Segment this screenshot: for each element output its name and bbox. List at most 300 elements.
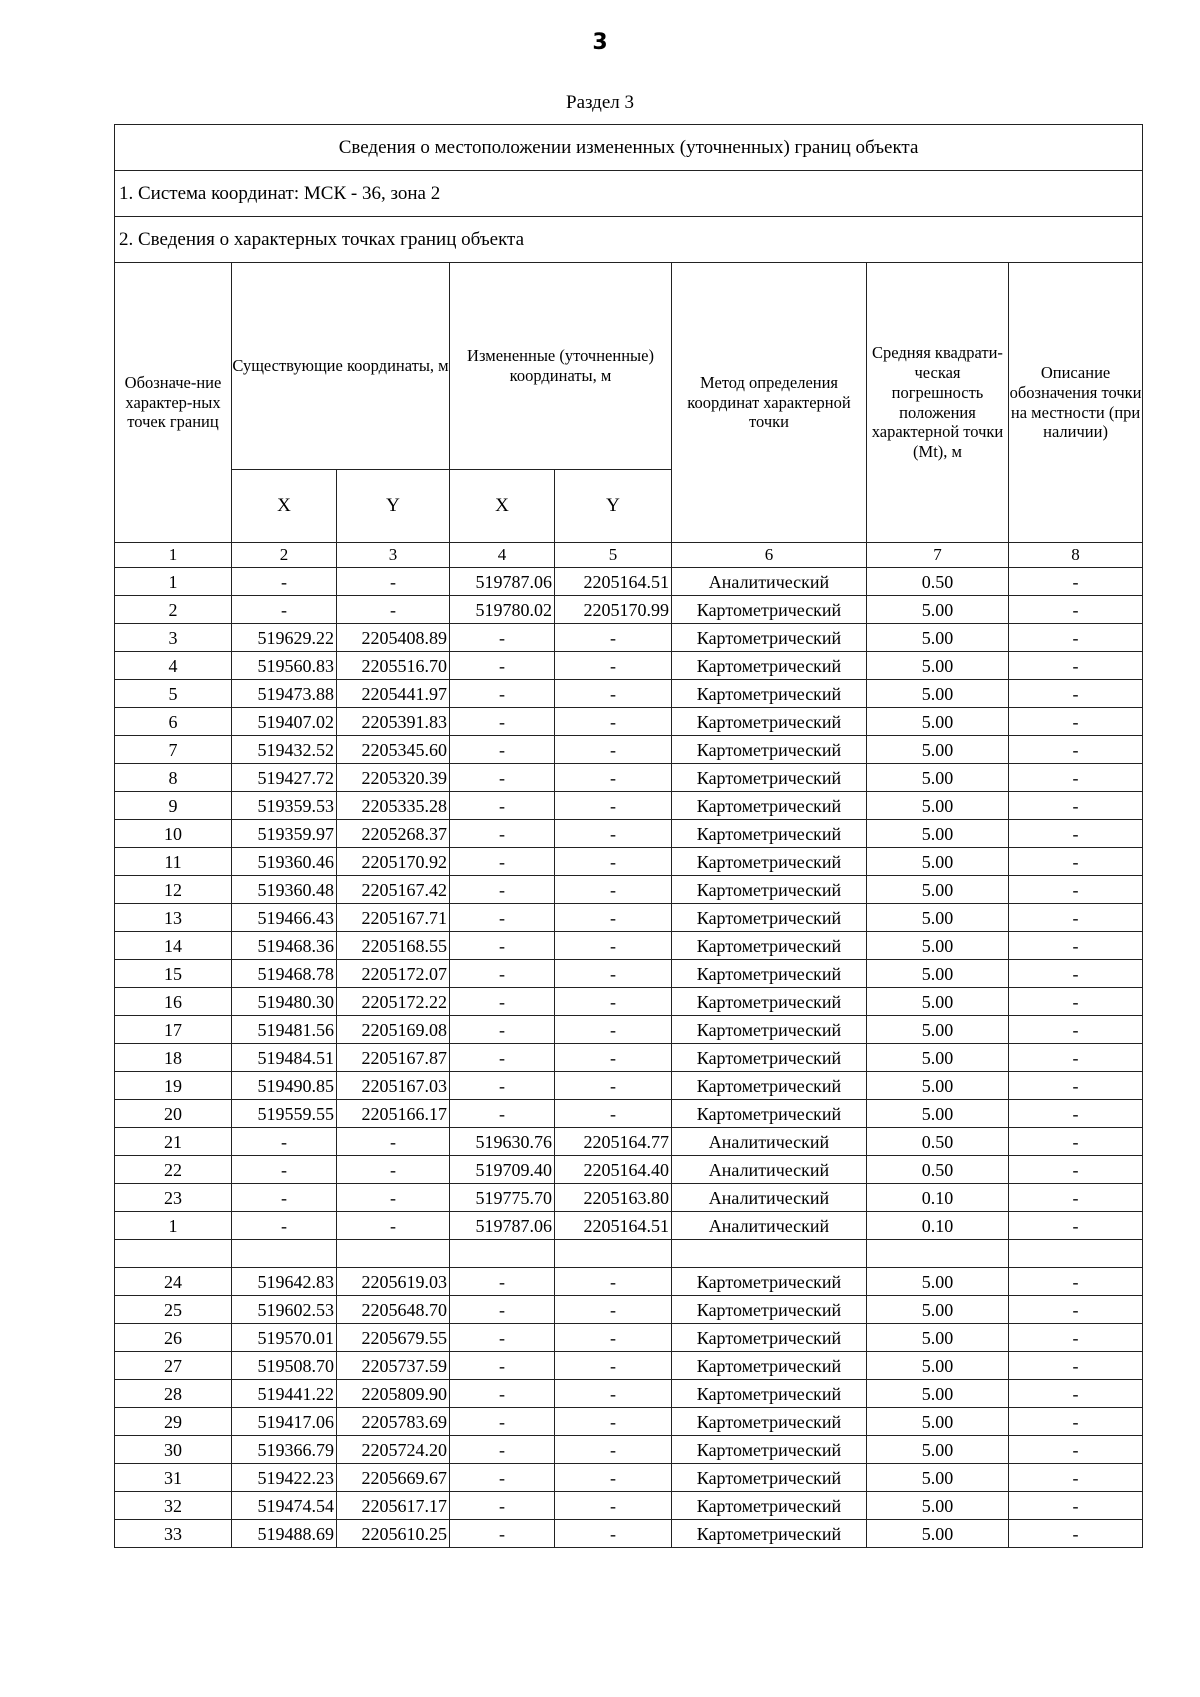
existing-y-cell: 2205167.03 bbox=[337, 1072, 450, 1100]
changed-y-cell: - bbox=[555, 1352, 672, 1380]
existing-y-cell: 2205268.37 bbox=[337, 820, 450, 848]
changed-x-cell: - bbox=[450, 1436, 555, 1464]
method-cell: Картометрический bbox=[672, 960, 867, 988]
header-existing-x: X bbox=[232, 470, 337, 543]
description-cell: - bbox=[1009, 1464, 1143, 1492]
description-cell: - bbox=[1009, 1492, 1143, 1520]
changed-x-cell: - bbox=[450, 820, 555, 848]
point-number-cell: 25 bbox=[115, 1296, 232, 1324]
changed-y-cell: - bbox=[555, 960, 672, 988]
description-cell: - bbox=[1009, 1044, 1143, 1072]
table-row bbox=[115, 988, 1143, 1016]
table-row bbox=[115, 1492, 1143, 1520]
header-designation: Обозначе-ние характер-ных точек границ bbox=[115, 263, 232, 543]
existing-x-cell: 519441.22 bbox=[232, 1380, 337, 1408]
description-cell: - bbox=[1009, 876, 1143, 904]
existing-x-cell: 519490.85 bbox=[232, 1072, 337, 1100]
point-number-cell: 20 bbox=[115, 1100, 232, 1128]
table-row bbox=[115, 652, 1143, 680]
description-cell: - bbox=[1009, 568, 1143, 596]
table-row bbox=[115, 736, 1143, 764]
method-cell: Картометрический bbox=[672, 1492, 867, 1520]
description-cell: - bbox=[1009, 1156, 1143, 1184]
table-row bbox=[115, 1380, 1143, 1408]
error-cell: 5.00 bbox=[867, 1044, 1009, 1072]
changed-y-cell: - bbox=[555, 1072, 672, 1100]
point-number-cell: 8 bbox=[115, 764, 232, 792]
error-cell: 5.00 bbox=[867, 848, 1009, 876]
error-cell: 5.00 bbox=[867, 764, 1009, 792]
changed-x-cell: - bbox=[450, 792, 555, 820]
existing-y-cell: 2205617.17 bbox=[337, 1492, 450, 1520]
existing-x-cell: 519417.06 bbox=[232, 1408, 337, 1436]
description-cell: - bbox=[1009, 1268, 1143, 1296]
error-cell: 5.00 bbox=[867, 1100, 1009, 1128]
point-number-cell: 9 bbox=[115, 792, 232, 820]
point-number-cell: 12 bbox=[115, 876, 232, 904]
changed-y-cell: - bbox=[555, 1380, 672, 1408]
changed-y-cell: - bbox=[555, 988, 672, 1016]
point-number-cell: 24 bbox=[115, 1268, 232, 1296]
coordinate-system: 1. Система координат: МСК - 36, зона 2 bbox=[115, 171, 1143, 217]
points-heading: 2. Сведения о характерных точках границ объекта bbox=[115, 217, 1143, 263]
changed-y-cell: 2205164.40 bbox=[555, 1156, 672, 1184]
description-cell: - bbox=[1009, 596, 1143, 624]
existing-y-cell: - bbox=[337, 1156, 450, 1184]
existing-y-cell: - bbox=[337, 596, 450, 624]
point-number-cell: 27 bbox=[115, 1352, 232, 1380]
boundary-points-table bbox=[114, 124, 1143, 1548]
changed-y-cell: - bbox=[555, 1436, 672, 1464]
error-cell: 5.00 bbox=[867, 904, 1009, 932]
table-row bbox=[115, 820, 1143, 848]
column-number-row bbox=[115, 543, 1143, 568]
description-cell: - bbox=[1009, 1072, 1143, 1100]
existing-x-cell: - bbox=[232, 596, 337, 624]
method-cell: Картометрический bbox=[672, 1100, 867, 1128]
point-number-cell: 17 bbox=[115, 1016, 232, 1044]
existing-y-cell: - bbox=[337, 1212, 450, 1240]
existing-x-cell bbox=[232, 1240, 337, 1268]
existing-y-cell: - bbox=[337, 568, 450, 596]
changed-x-cell: - bbox=[450, 876, 555, 904]
existing-y-cell: 2205610.25 bbox=[337, 1520, 450, 1548]
error-cell: 5.00 bbox=[867, 624, 1009, 652]
error-cell: 5.00 bbox=[867, 1016, 1009, 1044]
changed-x-cell: - bbox=[450, 1268, 555, 1296]
description-cell: - bbox=[1009, 988, 1143, 1016]
description-cell: - bbox=[1009, 652, 1143, 680]
description-cell bbox=[1009, 1240, 1143, 1268]
error-cell: 5.00 bbox=[867, 932, 1009, 960]
point-number-cell: 23 bbox=[115, 1184, 232, 1212]
point-number-cell bbox=[115, 1240, 232, 1268]
method-cell: Картометрический bbox=[672, 1296, 867, 1324]
point-number-cell: 21 bbox=[115, 1128, 232, 1156]
table-row bbox=[115, 708, 1143, 736]
error-cell: 5.00 bbox=[867, 792, 1009, 820]
table-row bbox=[115, 848, 1143, 876]
changed-y-cell: - bbox=[555, 680, 672, 708]
table-row bbox=[115, 1016, 1143, 1044]
changed-y-cell: - bbox=[555, 932, 672, 960]
changed-y-cell: - bbox=[555, 736, 672, 764]
existing-x-cell: 519480.30 bbox=[232, 988, 337, 1016]
table-row bbox=[115, 596, 1143, 624]
point-number-cell: 32 bbox=[115, 1492, 232, 1520]
changed-x-cell: - bbox=[450, 680, 555, 708]
method-cell: Картометрический bbox=[672, 848, 867, 876]
header-changed-x: X bbox=[450, 470, 555, 543]
error-cell: 5.00 bbox=[867, 708, 1009, 736]
method-cell bbox=[672, 1240, 867, 1268]
existing-y-cell: 2205345.60 bbox=[337, 736, 450, 764]
changed-x-cell: - bbox=[450, 1072, 555, 1100]
existing-x-cell: 519570.01 bbox=[232, 1324, 337, 1352]
changed-x-cell: 519787.06 bbox=[450, 568, 555, 596]
error-cell: 0.50 bbox=[867, 1156, 1009, 1184]
description-cell: - bbox=[1009, 904, 1143, 932]
description-cell: - bbox=[1009, 820, 1143, 848]
existing-x-cell: 519629.22 bbox=[232, 624, 337, 652]
point-number-cell: 10 bbox=[115, 820, 232, 848]
column-number: 8 bbox=[1009, 543, 1143, 568]
header-method: Метод определения координат характерной точки bbox=[672, 263, 867, 543]
changed-y-cell: 2205164.77 bbox=[555, 1128, 672, 1156]
existing-y-cell: 2205320.39 bbox=[337, 764, 450, 792]
changed-x-cell: - bbox=[450, 624, 555, 652]
table-row bbox=[115, 568, 1143, 596]
error-cell: 0.50 bbox=[867, 568, 1009, 596]
table-row bbox=[115, 1352, 1143, 1380]
changed-x-cell: - bbox=[450, 764, 555, 792]
table-row bbox=[115, 792, 1143, 820]
method-cell: Картометрический bbox=[672, 904, 867, 932]
error-cell: 0.10 bbox=[867, 1212, 1009, 1240]
error-cell: 5.00 bbox=[867, 680, 1009, 708]
changed-y-cell: - bbox=[555, 876, 672, 904]
point-number-cell: 6 bbox=[115, 708, 232, 736]
point-number-cell: 30 bbox=[115, 1436, 232, 1464]
existing-x-cell: 519422.23 bbox=[232, 1464, 337, 1492]
method-cell: Картометрический bbox=[672, 1324, 867, 1352]
method-cell: Картометрический bbox=[672, 1436, 867, 1464]
existing-y-cell: 2205737.59 bbox=[337, 1352, 450, 1380]
point-number-cell: 5 bbox=[115, 680, 232, 708]
method-cell: Картометрический bbox=[672, 1044, 867, 1072]
method-cell: Картометрический bbox=[672, 932, 867, 960]
point-number-cell: 26 bbox=[115, 1324, 232, 1352]
point-number-cell: 16 bbox=[115, 988, 232, 1016]
changed-y-cell: - bbox=[555, 1520, 672, 1548]
existing-y-cell: 2205648.70 bbox=[337, 1296, 450, 1324]
existing-x-cell: 519359.53 bbox=[232, 792, 337, 820]
method-cell: Картометрический bbox=[672, 708, 867, 736]
existing-y-cell: 2205619.03 bbox=[337, 1268, 450, 1296]
description-cell: - bbox=[1009, 792, 1143, 820]
error-cell: 5.00 bbox=[867, 1436, 1009, 1464]
method-cell: Картометрический bbox=[672, 1016, 867, 1044]
existing-x-cell: 519468.78 bbox=[232, 960, 337, 988]
existing-x-cell: 519559.55 bbox=[232, 1100, 337, 1128]
column-number: 4 bbox=[450, 543, 555, 568]
existing-x-cell: 519360.48 bbox=[232, 876, 337, 904]
existing-y-cell: 2205167.71 bbox=[337, 904, 450, 932]
point-number-cell: 7 bbox=[115, 736, 232, 764]
description-cell: - bbox=[1009, 960, 1143, 988]
existing-y-cell: 2205783.69 bbox=[337, 1408, 450, 1436]
error-cell: 0.50 bbox=[867, 1128, 1009, 1156]
existing-x-cell: - bbox=[232, 1212, 337, 1240]
error-cell: 5.00 bbox=[867, 596, 1009, 624]
header-existing: Существующие координаты, м bbox=[232, 263, 450, 470]
table-row bbox=[115, 1128, 1143, 1156]
error-cell: 5.00 bbox=[867, 1268, 1009, 1296]
changed-x-cell: - bbox=[450, 1016, 555, 1044]
table-row bbox=[115, 932, 1143, 960]
changed-x-cell: - bbox=[450, 1044, 555, 1072]
error-cell: 5.00 bbox=[867, 736, 1009, 764]
method-cell: Аналитический bbox=[672, 1156, 867, 1184]
existing-x-cell: - bbox=[232, 1128, 337, 1156]
existing-y-cell: 2205724.20 bbox=[337, 1436, 450, 1464]
changed-x-cell: - bbox=[450, 708, 555, 736]
point-number-cell: 31 bbox=[115, 1464, 232, 1492]
column-number: 3 bbox=[337, 543, 450, 568]
error-cell: 5.00 bbox=[867, 876, 1009, 904]
error-cell: 5.00 bbox=[867, 1296, 1009, 1324]
table-row bbox=[115, 1100, 1143, 1128]
description-cell: - bbox=[1009, 1520, 1143, 1548]
table-row bbox=[115, 1520, 1143, 1548]
existing-y-cell: 2205679.55 bbox=[337, 1324, 450, 1352]
table-row bbox=[115, 624, 1143, 652]
method-cell: Картометрический bbox=[672, 1072, 867, 1100]
existing-y-cell: 2205168.55 bbox=[337, 932, 450, 960]
point-number-cell: 1 bbox=[115, 568, 232, 596]
changed-y-cell: 2205164.51 bbox=[555, 568, 672, 596]
changed-y-cell: - bbox=[555, 792, 672, 820]
point-number-cell: 1 bbox=[115, 1212, 232, 1240]
error-cell: 5.00 bbox=[867, 1072, 1009, 1100]
error-cell: 5.00 bbox=[867, 1380, 1009, 1408]
existing-y-cell: 2205441.97 bbox=[337, 680, 450, 708]
point-number-cell: 3 bbox=[115, 624, 232, 652]
changed-y-cell: - bbox=[555, 1296, 672, 1324]
changed-y-cell: - bbox=[555, 708, 672, 736]
changed-y-cell: - bbox=[555, 904, 672, 932]
error-cell: 5.00 bbox=[867, 820, 1009, 848]
error-cell: 5.00 bbox=[867, 1408, 1009, 1436]
method-cell: Картометрический bbox=[672, 736, 867, 764]
table-row bbox=[115, 904, 1143, 932]
point-number-cell: 11 bbox=[115, 848, 232, 876]
existing-x-cell: 519407.02 bbox=[232, 708, 337, 736]
column-number: 2 bbox=[232, 543, 337, 568]
changed-y-cell: - bbox=[555, 1100, 672, 1128]
changed-y-cell: - bbox=[555, 1268, 672, 1296]
existing-x-cell: 519432.52 bbox=[232, 736, 337, 764]
existing-x-cell: 519366.79 bbox=[232, 1436, 337, 1464]
method-cell: Картометрический bbox=[672, 820, 867, 848]
method-cell: Картометрический bbox=[672, 1268, 867, 1296]
existing-y-cell: - bbox=[337, 1184, 450, 1212]
description-cell: - bbox=[1009, 708, 1143, 736]
changed-x-cell: 519630.76 bbox=[450, 1128, 555, 1156]
method-cell: Картометрический bbox=[672, 1464, 867, 1492]
changed-y-cell: 2205163.80 bbox=[555, 1184, 672, 1212]
description-cell: - bbox=[1009, 1212, 1143, 1240]
existing-x-cell: 519602.53 bbox=[232, 1296, 337, 1324]
existing-y-cell: 2205172.07 bbox=[337, 960, 450, 988]
point-number-cell: 33 bbox=[115, 1520, 232, 1548]
existing-y-cell: 2205809.90 bbox=[337, 1380, 450, 1408]
changed-y-cell: - bbox=[555, 764, 672, 792]
existing-y-cell: 2205172.22 bbox=[337, 988, 450, 1016]
table-row bbox=[115, 1212, 1143, 1240]
error-cell: 5.00 bbox=[867, 988, 1009, 1016]
table-row bbox=[115, 1044, 1143, 1072]
existing-y-cell: - bbox=[337, 1128, 450, 1156]
changed-x-cell: - bbox=[450, 1408, 555, 1436]
column-number: 5 bbox=[555, 543, 672, 568]
changed-y-cell: - bbox=[555, 848, 672, 876]
changed-x-cell: - bbox=[450, 1464, 555, 1492]
description-cell: - bbox=[1009, 1352, 1143, 1380]
changed-x-cell: - bbox=[450, 1324, 555, 1352]
method-cell: Картометрический bbox=[672, 624, 867, 652]
changed-y-cell: - bbox=[555, 1408, 672, 1436]
existing-x-cell: 519560.83 bbox=[232, 652, 337, 680]
point-number-cell: 2 bbox=[115, 596, 232, 624]
column-number: 6 bbox=[672, 543, 867, 568]
method-cell: Картометрический bbox=[672, 652, 867, 680]
existing-y-cell: 2205167.87 bbox=[337, 1044, 450, 1072]
changed-x-cell bbox=[450, 1240, 555, 1268]
changed-x-cell: 519709.40 bbox=[450, 1156, 555, 1184]
error-cell: 5.00 bbox=[867, 1492, 1009, 1520]
changed-y-cell: 2205164.51 bbox=[555, 1212, 672, 1240]
existing-x-cell: 519488.69 bbox=[232, 1520, 337, 1548]
header-error: Средняя квадрати-ческая погрешность положения характерной точки (Mt), м bbox=[867, 263, 1009, 543]
existing-y-cell bbox=[337, 1240, 450, 1268]
changed-y-cell: - bbox=[555, 1044, 672, 1072]
table-row bbox=[115, 1184, 1143, 1212]
changed-x-cell: 519787.06 bbox=[450, 1212, 555, 1240]
error-cell: 5.00 bbox=[867, 1464, 1009, 1492]
existing-x-cell: 519474.54 bbox=[232, 1492, 337, 1520]
table-row bbox=[115, 1408, 1143, 1436]
changed-x-cell: - bbox=[450, 848, 555, 876]
table-row bbox=[115, 1268, 1143, 1296]
existing-x-cell: 519484.51 bbox=[232, 1044, 337, 1072]
description-cell: - bbox=[1009, 1296, 1143, 1324]
error-cell: 0.10 bbox=[867, 1184, 1009, 1212]
point-number-cell: 22 bbox=[115, 1156, 232, 1184]
changed-y-cell: - bbox=[555, 1492, 672, 1520]
point-number-cell: 28 bbox=[115, 1380, 232, 1408]
point-number-cell: 29 bbox=[115, 1408, 232, 1436]
table-row bbox=[115, 1324, 1143, 1352]
existing-x-cell: 519642.83 bbox=[232, 1268, 337, 1296]
existing-x-cell: 519427.72 bbox=[232, 764, 337, 792]
table-row bbox=[115, 764, 1143, 792]
changed-x-cell: - bbox=[450, 736, 555, 764]
table-row bbox=[115, 1156, 1143, 1184]
method-cell: Аналитический bbox=[672, 568, 867, 596]
changed-y-cell: 2205170.99 bbox=[555, 596, 672, 624]
changed-x-cell: - bbox=[450, 904, 555, 932]
error-cell: 5.00 bbox=[867, 1352, 1009, 1380]
description-cell: - bbox=[1009, 1380, 1143, 1408]
existing-y-cell: 2205335.28 bbox=[337, 792, 450, 820]
description-cell: - bbox=[1009, 932, 1143, 960]
column-number: 1 bbox=[115, 543, 232, 568]
method-cell: Аналитический bbox=[672, 1212, 867, 1240]
method-cell: Картометрический bbox=[672, 1408, 867, 1436]
table-row bbox=[115, 1240, 1143, 1268]
changed-y-cell: - bbox=[555, 1324, 672, 1352]
existing-x-cell: 519359.97 bbox=[232, 820, 337, 848]
error-cell: 5.00 bbox=[867, 1520, 1009, 1548]
point-number-cell: 13 bbox=[115, 904, 232, 932]
changed-x-cell: - bbox=[450, 1100, 555, 1128]
error-cell: 5.00 bbox=[867, 960, 1009, 988]
existing-y-cell: 2205170.92 bbox=[337, 848, 450, 876]
changed-x-cell: - bbox=[450, 932, 555, 960]
method-cell: Картометрический bbox=[672, 792, 867, 820]
changed-x-cell: - bbox=[450, 652, 555, 680]
method-cell: Картометрический bbox=[672, 876, 867, 904]
changed-x-cell: - bbox=[450, 988, 555, 1016]
table-row bbox=[115, 876, 1143, 904]
changed-x-cell: - bbox=[450, 1296, 555, 1324]
description-cell: - bbox=[1009, 1436, 1143, 1464]
method-cell: Картометрический bbox=[672, 1380, 867, 1408]
description-cell: - bbox=[1009, 1016, 1143, 1044]
header-changed-y: Y bbox=[555, 470, 672, 543]
point-number-cell: 4 bbox=[115, 652, 232, 680]
description-cell: - bbox=[1009, 1324, 1143, 1352]
table-row bbox=[115, 1296, 1143, 1324]
description-cell: - bbox=[1009, 624, 1143, 652]
table-title-row bbox=[115, 125, 1143, 171]
description-cell: - bbox=[1009, 848, 1143, 876]
existing-x-cell: 519481.56 bbox=[232, 1016, 337, 1044]
description-cell: - bbox=[1009, 1100, 1143, 1128]
changed-y-cell bbox=[555, 1240, 672, 1268]
method-cell: Картометрический bbox=[672, 680, 867, 708]
description-cell: - bbox=[1009, 736, 1143, 764]
point-number-cell: 18 bbox=[115, 1044, 232, 1072]
method-cell: Картометрический bbox=[672, 764, 867, 792]
table-title: Сведения о местоположении измененных (уточненных) границ объекта bbox=[115, 125, 1143, 171]
method-cell: Аналитический bbox=[672, 1128, 867, 1156]
header-changed: Измененные (уточненные) координаты, м bbox=[450, 263, 672, 470]
description-cell: - bbox=[1009, 1128, 1143, 1156]
point-number-cell: 15 bbox=[115, 960, 232, 988]
existing-y-cell: 2205167.42 bbox=[337, 876, 450, 904]
existing-x-cell: - bbox=[232, 1156, 337, 1184]
page-number: 3 bbox=[592, 30, 608, 55]
changed-x-cell: 519775.70 bbox=[450, 1184, 555, 1212]
changed-y-cell: - bbox=[555, 1464, 672, 1492]
changed-x-cell: - bbox=[450, 1352, 555, 1380]
changed-y-cell: - bbox=[555, 624, 672, 652]
method-cell: Картометрический bbox=[672, 596, 867, 624]
existing-y-cell: 2205516.70 bbox=[337, 652, 450, 680]
changed-x-cell: - bbox=[450, 960, 555, 988]
